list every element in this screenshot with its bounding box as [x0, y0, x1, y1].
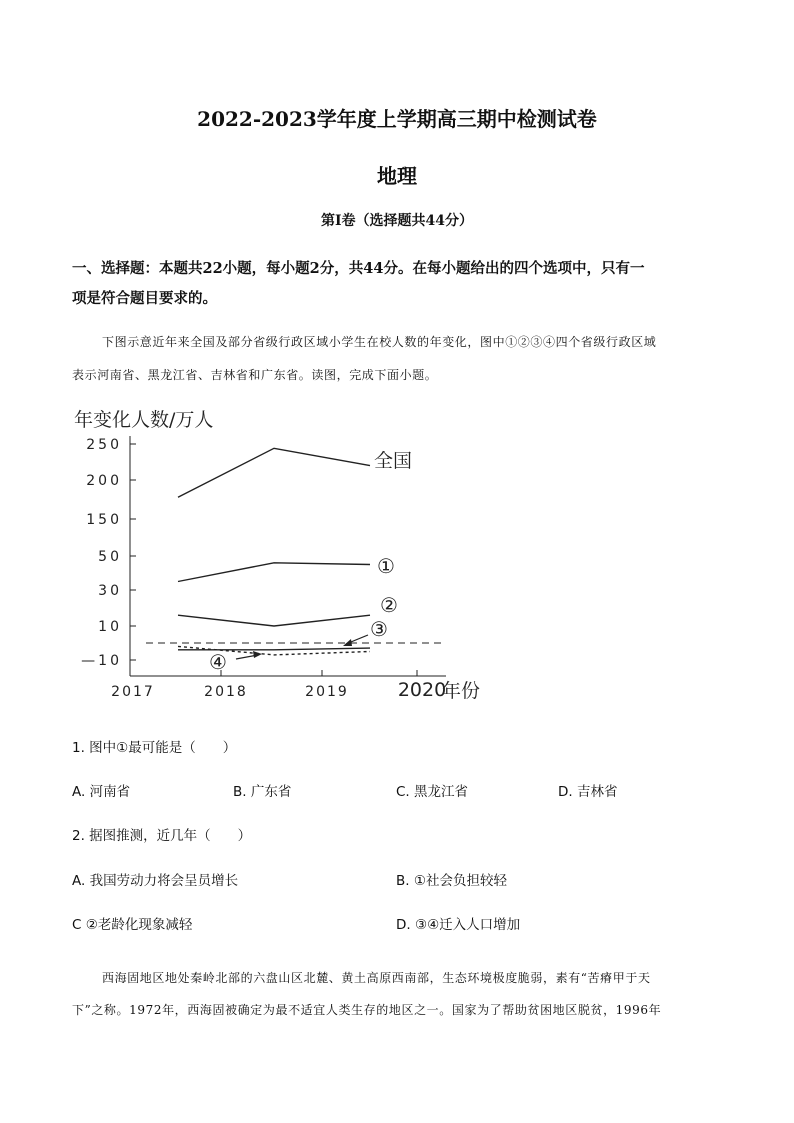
q1-option-b[interactable]: B. 广东省 — [233, 784, 292, 800]
q1-option-d[interactable]: D. 吉林省 — [558, 784, 618, 800]
y-tick-label: 30 — [98, 583, 122, 599]
y-tick-label: 250 — [86, 437, 122, 453]
q2-option-d[interactable]: D. ③④迁入人口增加 — [396, 917, 521, 933]
y-tick-label: 200 — [86, 473, 122, 489]
series-label: ④ — [209, 650, 227, 674]
q2-option-c[interactable]: C ②老龄化现象减轻 — [72, 917, 193, 933]
exam-title: 2022-2023学年度上学期高三期中检测试卷 — [197, 107, 597, 131]
question-2-stem: 2. 据图推测，近几年（ ） — [72, 828, 252, 844]
series-4-arrowhead — [253, 651, 262, 658]
y-tick-label: —10 — [81, 653, 122, 669]
y-tick-label: 50 — [98, 549, 122, 565]
x-axis-label: 年份 — [442, 680, 481, 702]
x-tick-label: 2017 — [111, 684, 155, 700]
x-tick-label: 2018 — [204, 684, 248, 700]
passage-line1: 西海固地区地处秦岭北部的六盘山区北麓、黄土高原西南部，生态环境极度脆弱，素有“苦瘠甲于天 — [102, 971, 651, 985]
line-chart — [0, 400, 794, 710]
passage-line2: 下”之称。1972年，西海固被确定为最不适宜人类生存的地区之一。国家为了帮助贫困地区脱贫，1996年 — [72, 1003, 662, 1017]
series-line — [178, 646, 370, 655]
series-label: ① — [377, 554, 395, 578]
section-instruction-line1: 一、选择题：本题共22小题，每小题2分，共44分。在每小题给出的四个选项中，只有一 — [72, 260, 645, 277]
section-instruction-line2: 项是符合题目要求的。 — [72, 290, 217, 307]
series-label: ② — [380, 593, 398, 617]
q2-option-a[interactable]: A. 我国劳动力将会呈员增长 — [72, 873, 239, 889]
question-1-stem: 1. 图中①最可能是（ ） — [72, 740, 237, 756]
series-line — [178, 563, 370, 582]
q1-option-c[interactable]: C. 黑龙江省 — [396, 784, 469, 800]
series-line — [178, 648, 370, 650]
subject-title: 地理 — [377, 164, 417, 188]
series-line — [178, 448, 370, 497]
volume-heading: 第Ⅰ卷（选择题共44分） — [320, 213, 474, 229]
intro-line2: 表示河南省、黑龙江省、吉林省和广东省。读图，完成下面小题。 — [72, 368, 438, 382]
x-tick-label: 2020 — [397, 679, 447, 701]
series-label: ③ — [370, 617, 388, 641]
intro-line1: 下图示意近年来全国及部分省级行政区域小学生在校人数的年变化，图中①②③④四个省级行政区域 — [102, 335, 657, 349]
y-axis-label: 年变化人数/万人 — [74, 409, 214, 431]
x-tick-label: 2019 — [305, 684, 349, 700]
y-tick-label: 150 — [86, 512, 122, 528]
q1-option-a[interactable]: A. 河南省 — [72, 784, 131, 800]
q2-option-b[interactable]: B. ①社会负担较轻 — [396, 873, 507, 889]
y-tick-label: 10 — [98, 619, 122, 635]
series-label: 全国 — [374, 450, 413, 472]
series-line — [178, 615, 370, 626]
